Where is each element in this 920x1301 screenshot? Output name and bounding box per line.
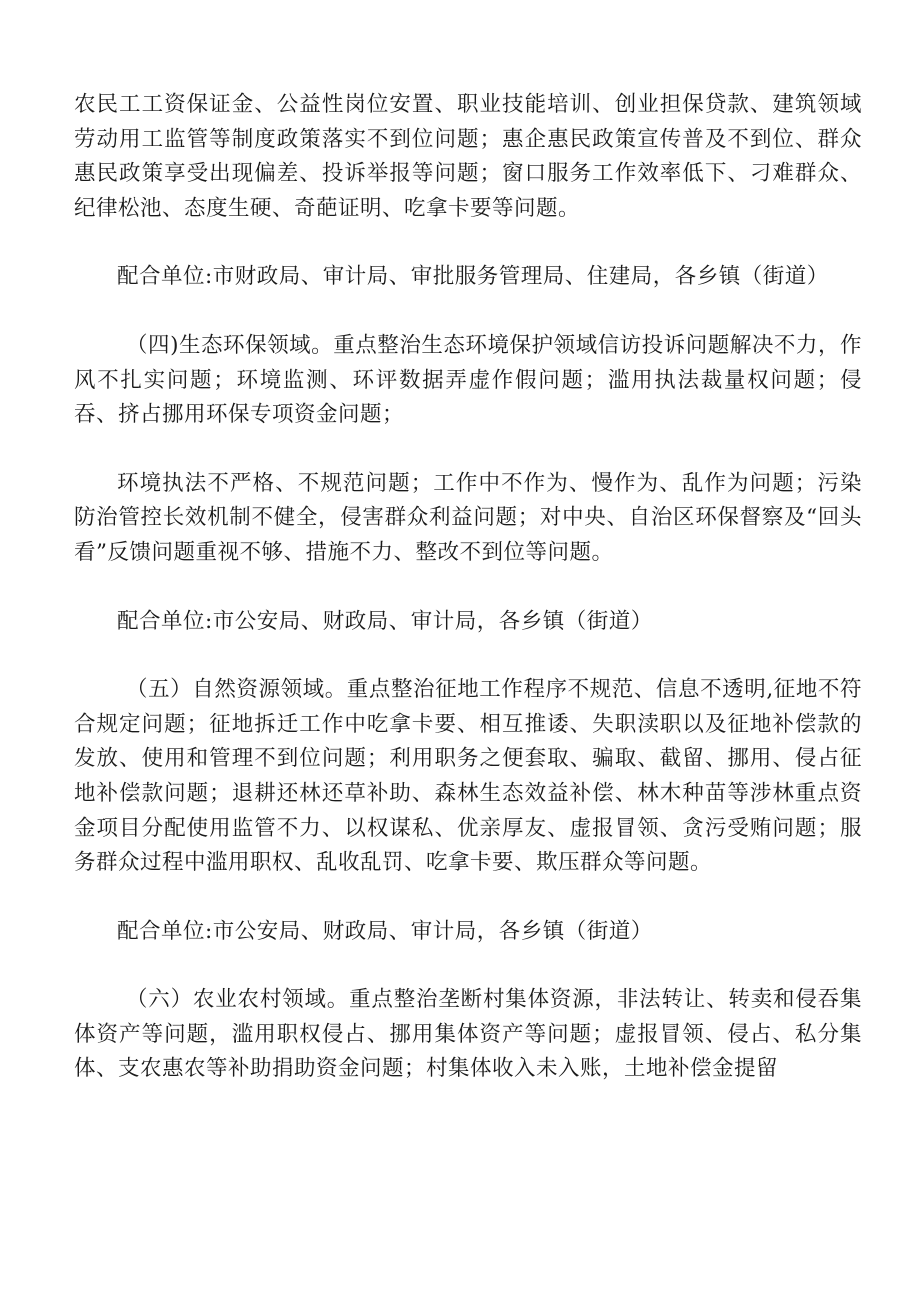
paragraph-gap: [74, 433, 862, 467]
paragraph-section-6-agriculture: （六）农业农村领域。重点整治垄断村集体资源，非法转让、转卖和侵吞集体资产等问题，滥用职权侵占、挪用集体资产等问题；虚报冒领、侵占、私分集体、支农惠农等补助捐助资金问题；村集体收入未入账，土地补偿金提留: [74, 987, 862, 1082]
paragraph-gap: [74, 949, 862, 983]
paragraph-cooperating-units-1: 配合单位:市财政局、审计局、审批服务管理局、住建局，各乡镇（街道）: [117, 264, 829, 290]
paragraph-cooperating-units-3: 配合单位:市公安局、财政局、审计局，各乡镇（街道）: [117, 918, 653, 944]
paragraph-eco-enforcement: 环境执法不严格、不规范问题；工作中不作为、慢作为、乱作为问题；污染防治管控长效机制不健全，侵害群众利益问题；对中央、自治区环保督察及“回头看”反馈问题重视不够、措施不力、整改不到位等问题。: [74, 470, 862, 565]
paragraph-gap: [74, 295, 862, 329]
paragraph-gap: [74, 639, 862, 673]
paragraph-section-4-eco: （四)生态环保领域。重点整治生态环境保护领域信访投诉问题解决不力，作风不扎实问题；环境监测、环评数据弄虚作假问题；滥用执法裁量权问题；侵吞、挤占挪用环保专项资金问题；: [74, 332, 862, 428]
paragraph-section-5-natural-resources: （五）自然资源领域。重点整治征地工作程序不规范、信息不透明,征地不符合规定问题；征地拆迁工作中吃拿卡要、相互推诿、失职渎职以及征地补偿款的发放、使用和管理不到位问题；利用职务之便套取、骗取、截留、挪用、侵占征地补偿款问题；退耕还林还草补助、森林生态效益补偿、林木种苗等涉林重点资金项目分配使用监管不力、以权谋私、优亲厚友、虚报冒领、贪污受贿问题；服务群众过程中滥用职权、乱收乱罚、吃拿卡要、欺压群众等问题。: [74, 677, 862, 876]
paragraph-gap: [74, 571, 862, 605]
paragraph-gap: [74, 226, 862, 260]
paragraph-cooperating-units-2: 配合单位:市公安局、财政局、审计局，各乡镇（街道）: [117, 608, 653, 634]
paragraph-labor-issues: 农民工工资保证金、公益性岗位安置、职业技能培训、创业担保贷款、建筑领域劳动用工监管等制度政策落实不到位问题；惠企惠民政策宣传普及不到位、群众惠民政策享受出现偏差、投诉举报等问题；窗口服务工作效率低下、刁难群众、纪律松池、态度生硬、奇葩证明、吃拿卡要等问题。: [74, 92, 862, 221]
paragraph-gap: [74, 881, 862, 915]
